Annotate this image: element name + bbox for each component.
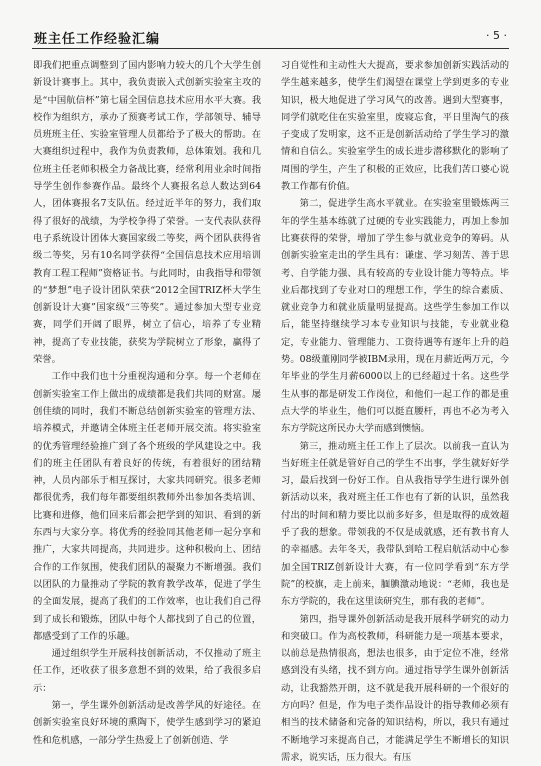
- page-number: · 5 ·: [486, 29, 507, 42]
- paragraph: 第一，学生课外创新活动是改善学风的好途径。在创新实验室良好环境的熏陶下，使学生感到学习的紧迫性和危机感，一部分学生热爱上了创新创造、学: [33, 697, 261, 749]
- running-title: 班主任工作经验汇编: [34, 28, 160, 47]
- paragraph: 习自觉性和主动性大大提高，要求参加创新实践活动的学生越来越多，使学生们渴望在课堂上学到更多的专业知识，极大地促进了学习风气的改善。遇到大型赛事，同学们就吃住在实验室里，废寝忘食，平日里淘气的孩子变成了发明家，这不正是创新活动给了学生学习的激情和自信么。实验室学生的成长进步潜移默化的影响了周围的学生，产生了积极的正效应，比我们苦口婆心说教工作都有价值。: [281, 57, 509, 195]
- paragraph: 即我们把重点调整到了国内影响力较大的几个大学生创新设计赛事上。其中，我负责嵌入式创新实验室主攻的是“中国航信杯”第七届全国信息技术应用水平大赛。我校作为组织方，承办了预赛考试工作，学部领导、辅导员班班主任、实验室管理人员都给予了极大的帮助。在大赛组织过程中，我作为负责教师，总体策划。我和几位班主任老师积极全力备战比赛，经常利用业余时间指导学生创作参赛作品。最终个人赛报名总人数达到64人，团体赛报名7支队伍。经过近半年的努力，我们取得了很好的战绩，为学校争得了荣誉。一支代表队获得电子系统设计团体大赛国家级二等奖，两个团队获得省级二等奖，另有10名同学获得“全国信息技术应用培训教育工程工程师”资格证书。与此同时，由我指导和带领的“梦想”电子设计团队荣获“2012全国TRIZ杯大学生创新设计大赛”国家级“三等奖”。通过参加大型专业竞赛，同学们开阔了眼界，树立了信心，培养了专业精神，提高了专业技能，获奖为学院树立了形象，赢得了荣誉。: [33, 57, 261, 368]
- paragraph: 通过组织学生开展科技创新活动，不仅推动了班主任工作，还收获了很多意想不到的效果，给了我很多启示：: [33, 645, 261, 697]
- paragraph: 第三，推动班主任工作上了层次。以前我一直认为当好班主任就是管好自己的学生不出事，学生就好好学习，最后找到一份好工作。自从我指导学生进行课外创新活动以来，我对班主任工作也有了新的认识，虽然我付出的时间和精力要比以前多好多，但是取得的成效超乎了我的想象。带领我的不仅是成就感，还有教书育人的幸福感。去年冬天，我带队到哈工程启航活动中心参加全国TRIZ创新设计大赛，有一位同学看到“东方学院”的校旗，走上前来，腼腆激动地说：“老师，我也是东方学院的，我在这里读研究生，那有我的老师”。: [281, 438, 509, 611]
- paragraph: 第二，促进学生高水平就业。在实验室里锻炼两三年的学生基本练就了过硬的专业实践能力，再加上参加比赛获得的荣誉，增加了学生参与就业竞争的筹码。从创新实验室走出的学生具有：谦虚、学习刻苦、善于思考、自学能力强、具有较高的专业设计能力等特点。毕业后都找到了专业对口的理想工作，学生的综合素质、就业竞争力和就业质量明显提高。这些学生参加工作以后，能坚持继续学习本专业知识与技能，专业就业稳定，专业能力、管理能力、工资待遇等有逐年上升的趋势。08级董刚同学被IBM录用，现在月薪近两万元，今年毕业的学生月薪6000以上的已经超过十名。这些学生从事的都是研发工作岗位，和他们一起工作的都是重点大学的毕业生，他们可以挺直腰杆，再也不必为考入东方学院这所民办大学而感到懊恼。: [281, 195, 509, 437]
- paragraph: 第四，指导课外创新活动是我开展科学研究的动力和突破口。作为高校教师，科研能力是一项基本要求，以前总是热情很高，想法也很多，由于定位不准，经常感到没有头绪，找不到方向。通过指导学生课外创新活动，让我豁然开朗，这不就是我开展科研的一个很好的方向吗？但是，作为电子类作品设计的指导教师必须有相当的技术储备和完备的知识结构，所以，我只有通过不断地学习来提高自己，才能满足学生不断增长的知识需求，说实话，压力很大。有压: [281, 611, 509, 766]
- paragraph: 工作中我们也十分重视沟通和分享。每一个老师在创新实验室工作上做出的成绩都是我们共同的财富。屡创佳绩的同时，我们不断总结创新实验室的管理方法、培养模式，并邀请全体班主任老师开展交流。将实验室的优秀管理经验推广到了各个班级的学风建设之中。我们的班主任团队有着良好的传统，有着很好的团结精神，人员内部乐于相互探讨，大家共同研究。很多老师都很优秀，我们每年都要组织教师外出参加各类培训、比赛和进修，他们回来后都会把学到的知识、看到的新东西与大家分享。将优秀的经验同其他老师一起分享和推广，大家共同提高，共同进步。这种积极向上、团结合作的工作氛围，使我们团队的凝聚力不断增强。我们以团队的力量推动了学院的教育教学改革，促进了学生的全面发展，提高了我们的工作效率，也让我们自己得到了成长和锻炼，团队中每个人都找到了自己的位置，都感受到了工作的乐趣。: [33, 368, 261, 645]
- left-column: [33, 57, 261, 737]
- right-column: [281, 57, 509, 737]
- page-header: [32, 26, 509, 49]
